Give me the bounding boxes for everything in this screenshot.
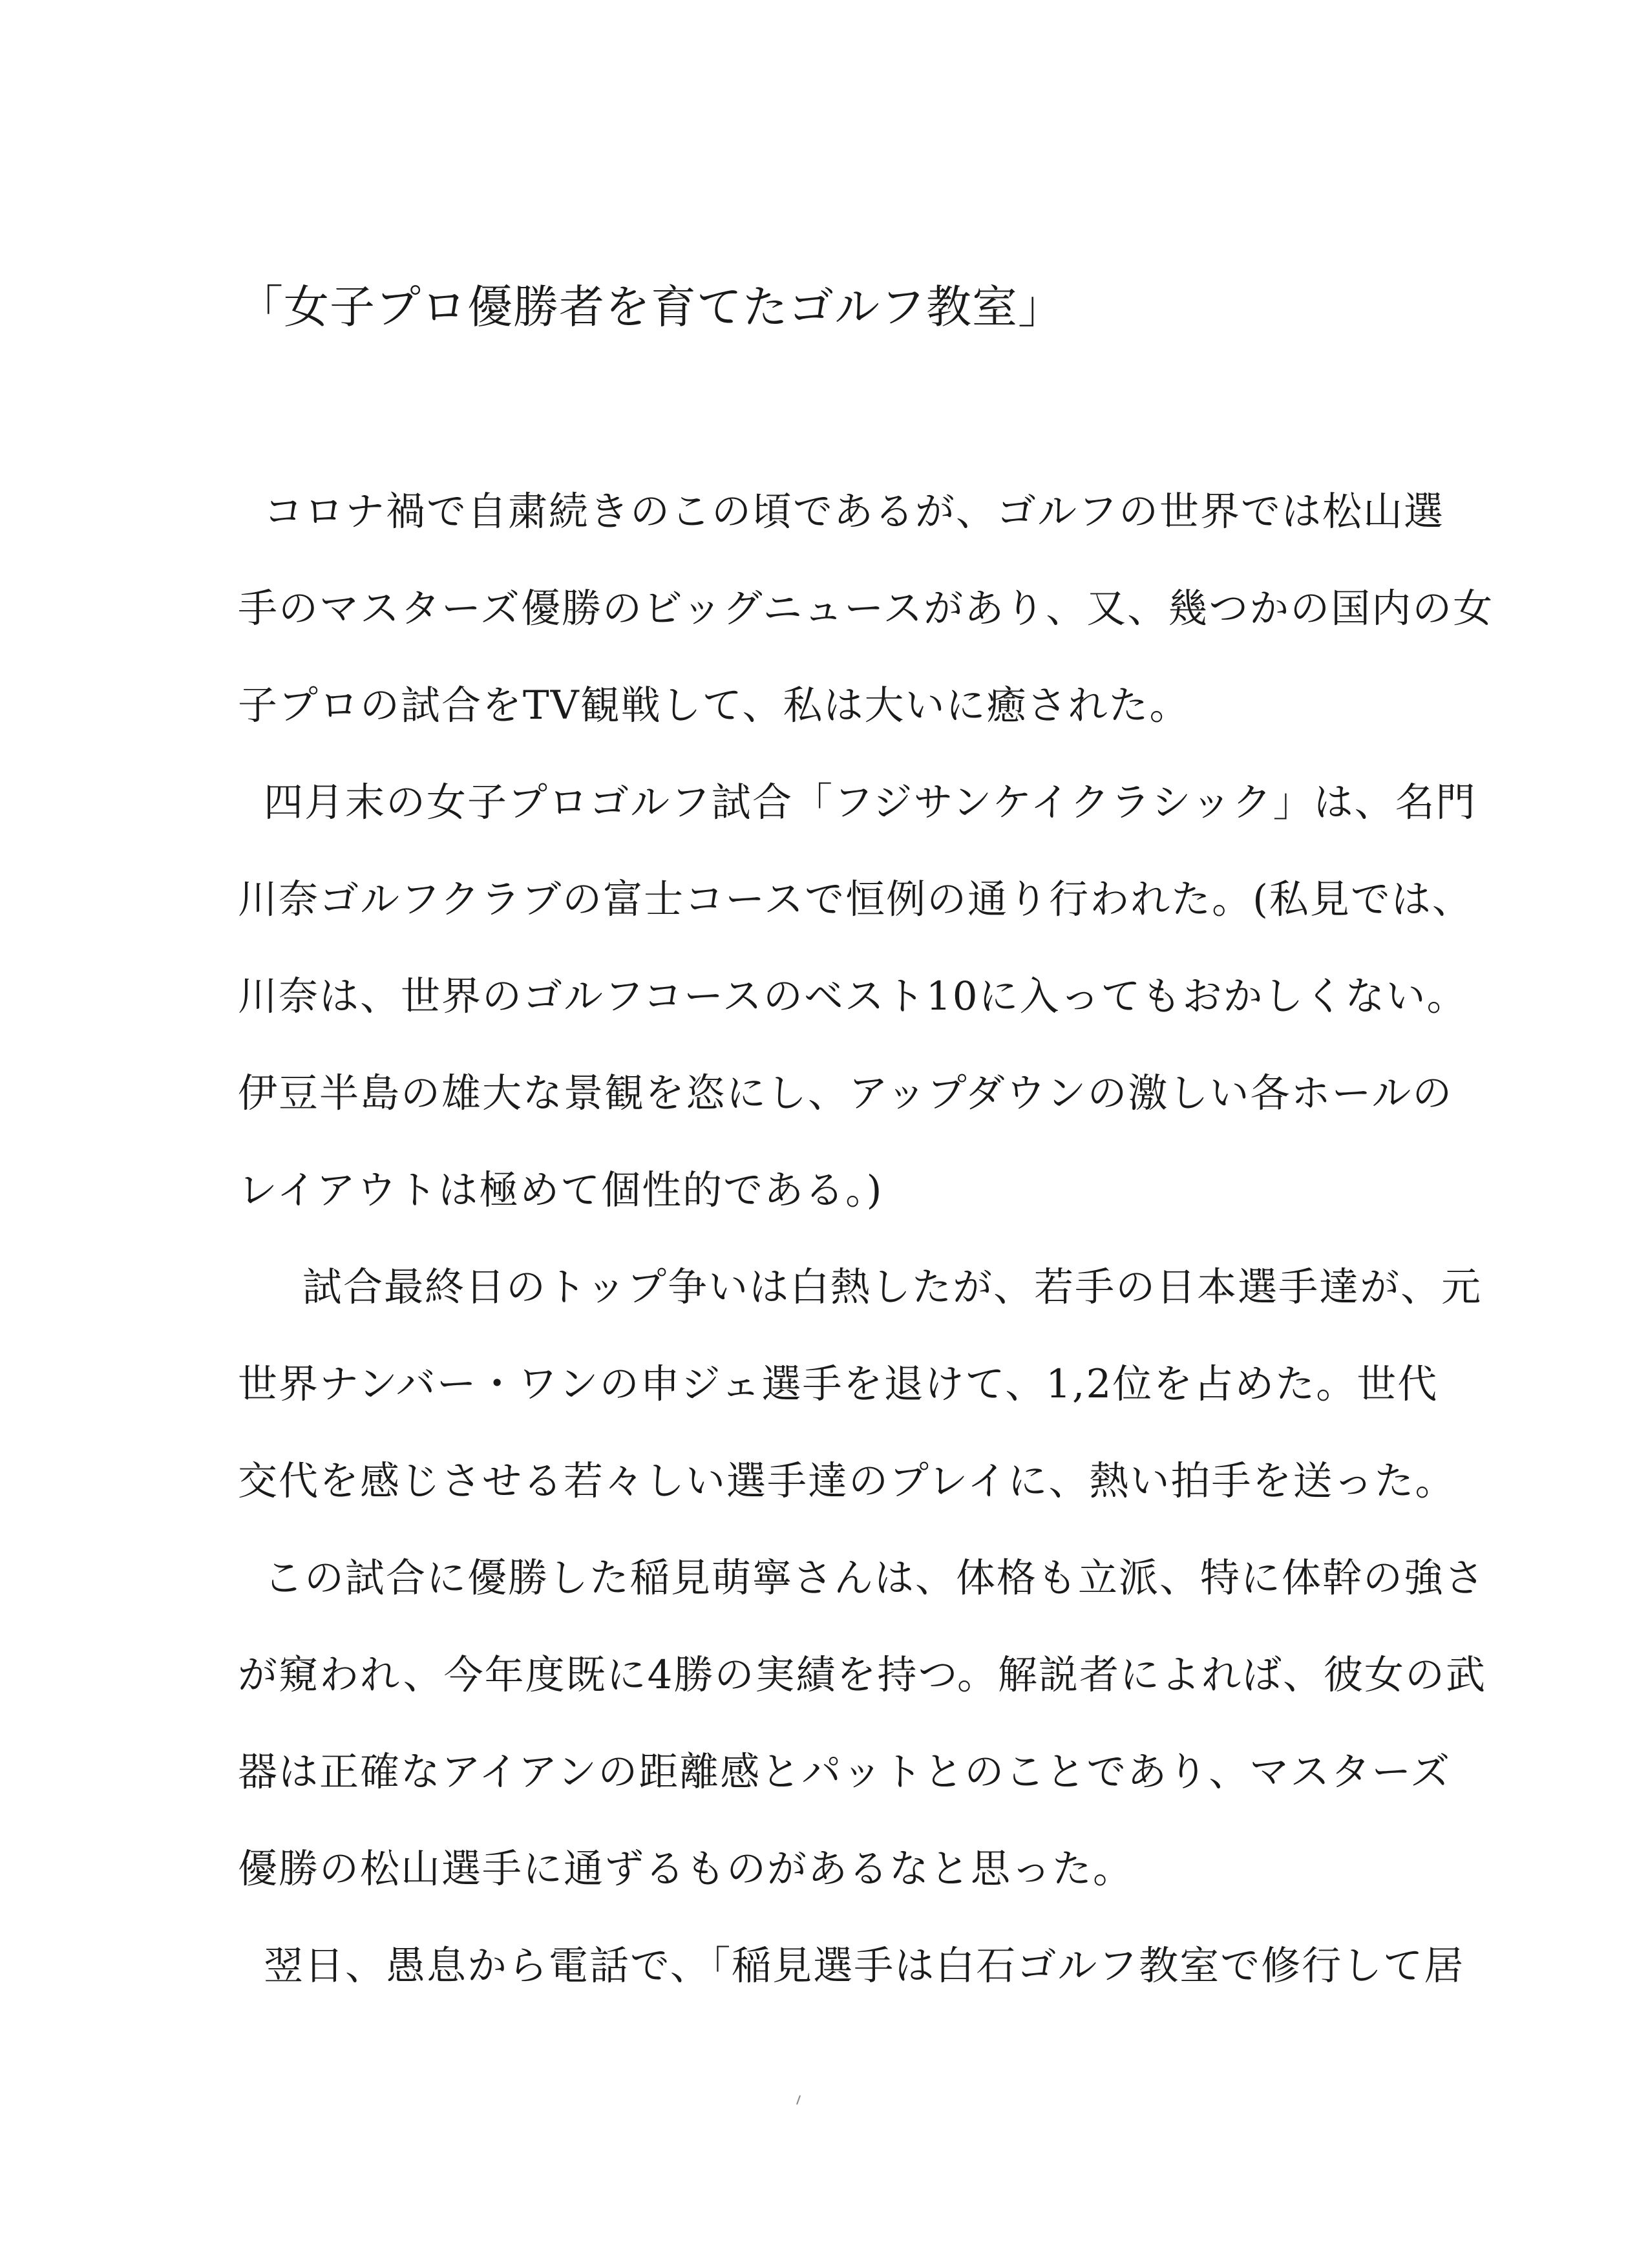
paragraph-line: 川奈ゴルフクラブの富士コースで恒例の通り行われた。(私見では、 [238,876,1473,922]
paragraph-line: 交代を感じさせる若々しい選手達のプレイに、熱い拍手を送った。 [238,1458,1456,1504]
paragraph-line: が窺われ、今年度既に4勝の実績を持つ。解説者によれば、彼女の武 [238,1652,1487,1698]
paragraph-line: 手のマスターズ優勝のビッグニュースがあり、又、幾つかの国内の女 [238,586,1494,631]
paragraph-line: 川奈は、世界のゴルフコースのベスト10に入ってもおかしくない。 [238,973,1468,1019]
paragraph-line: 試合最終日のトップ争いは白熱したが、若手の日本選手達が、元 [302,1264,1483,1310]
paragraph-line: 翌日、愚息から電話で、「稲見選手は白石ゴルフ教室で修行して居 [264,1943,1465,1989]
paragraph-line: 器は正確なアイアンの距離感とパットとのことであり、マスターズ [238,1749,1452,1795]
paragraph-line: 優勝の松山選手に通ずるものがあるなと思った。 [238,1846,1134,1892]
paragraph-line: 子プロの試合をTV観戦して、私は大いに癒された。 [238,683,1190,728]
paragraph-line: コロナ禍で自粛続きのこの頃であるが、ゴルフの世界では松山選 [264,489,1445,535]
paragraph-line: レイアウトは極めて個性的である。) [238,1167,883,1213]
paragraph-line: 四月末の女子プロゴルフ試合「フジサンケイクラシック」は、名門 [264,779,1477,825]
paragraph-line: 伊豆半島の雄大な景観を恣にし、アップダウンの激しい各ホールの [238,1070,1453,1116]
scan-speck [795,2094,801,2107]
paragraph-line: この試合に優勝した稲見萌寧さんは、体格も立派、特に体幹の強さ [264,1555,1486,1601]
paragraph-line: 世界ナンバー・ワンの申ジェ選手を退けて、1,2位を占めた。世代 [238,1361,1439,1407]
document-title: 「女子プロ優勝者を育てたゴルフ教室」 [238,281,1064,334]
